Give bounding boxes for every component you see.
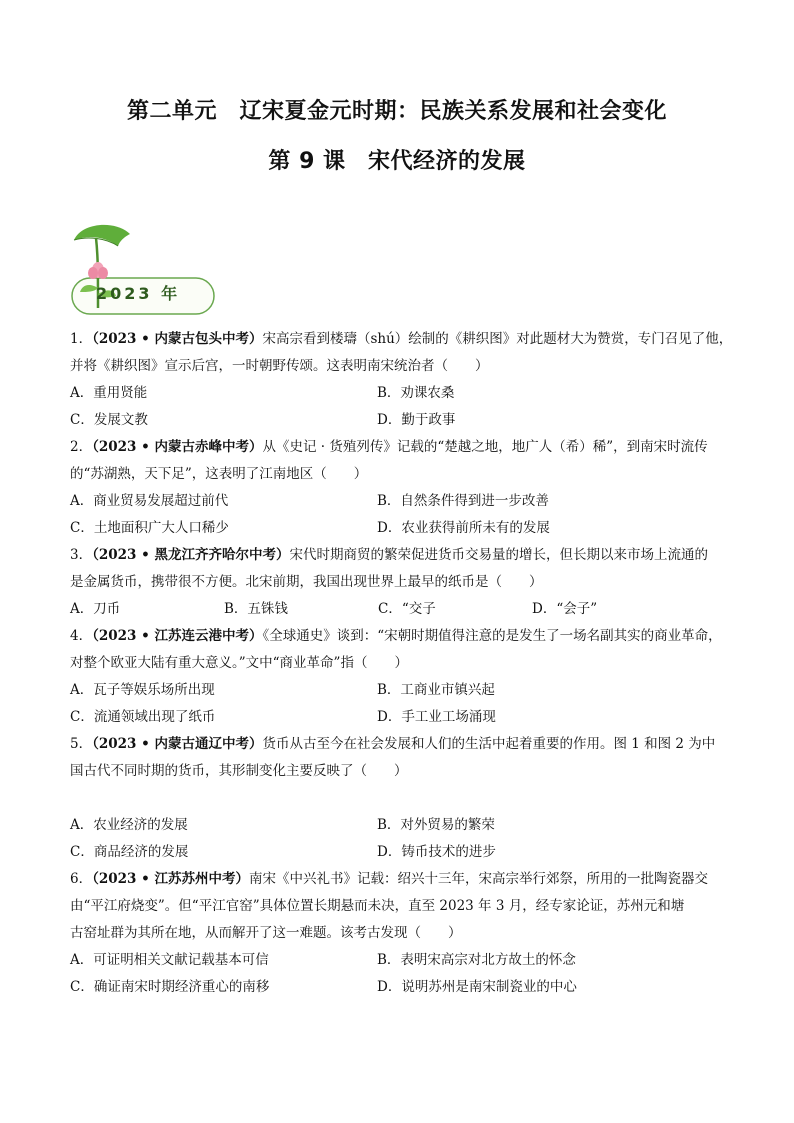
question-text: 并将《耕织图》宣示后宫，一时朝野传颂。这表明南宋统治者（ ） [70, 358, 489, 374]
question-text: 古窑址群为其所在地，从而解开了这一难题。该考古发现（ ） [70, 925, 462, 941]
question-list [70, 326, 733, 1001]
option-c[interactable]: C．土地面积广大人口稀少 [70, 520, 229, 536]
option-b[interactable]: B．自然条件得到进一步改善 [377, 493, 549, 509]
year-label: 2023 年 [96, 284, 181, 303]
option-a[interactable]: A．瓦子等娱乐场所出现 [70, 682, 215, 698]
option-a[interactable]: A．刀币 [70, 601, 121, 617]
question-text: 《全球通史》谈到：“宋朝时期值得注意的是发生了一场名副其实的商业革命， [262, 628, 722, 644]
question-source: （2023 • 江苏连云港中考） [92, 628, 263, 644]
option-d[interactable]: D．农业获得前所未有的发展 [377, 520, 550, 536]
question-4 [70, 623, 730, 731]
option-c[interactable]: C．发展文教 [70, 412, 148, 428]
question-text: 宋代时期商贸的繁荣促进货币交易量的增长，但长期以来市场上流通的 [289, 547, 708, 563]
question-source: （2023 • 黑龙江齐齐哈尔中考） [92, 547, 290, 563]
option-b[interactable]: B．表明宋高宗对北方故土的怀念 [377, 952, 576, 968]
option-b[interactable]: B．五铢钱 [224, 601, 288, 617]
question-number: 3． [70, 547, 93, 563]
option-d[interactable]: D．勤于政事 [377, 412, 456, 428]
question-2 [70, 434, 730, 542]
question-number: 2． [70, 439, 93, 455]
option-b[interactable]: B．工商业市镇兴起 [377, 682, 495, 698]
option-d[interactable]: D．铸币技术的进步 [377, 844, 496, 860]
question-source: （2023 • 内蒙古赤峰中考） [92, 439, 263, 455]
question-number: 4． [70, 628, 93, 644]
unit-title: 第二单元 辽宋夏金元时期：民族关系发展和社会变化 [126, 99, 667, 124]
question-source: （2023 • 江苏苏州中考） [92, 871, 249, 887]
question-3 [70, 542, 730, 623]
question-number: 5． [70, 736, 93, 752]
question-text: 的“苏湖熟，天下足”，这表明了江南地区（ ） [70, 466, 368, 482]
question-text: 从《史记 · 货殖列传》记载的“楚越之地，地广人（希）稀”，到南宋时流传 [262, 439, 708, 455]
figure-placeholder [70, 785, 730, 812]
question-text: 宋高宗看到楼璹（shú）绘制的《耕织图》对此题材大为赞赏，专门召见了他， [262, 331, 733, 347]
question-text: 货币从古至今在社会发展和人们的生活中起着重要的作用。图 1 和图 2 为中 [262, 736, 716, 752]
question-text: 对整个欧亚大陆有重大意义。”文中“商业革命”指（ ） [70, 655, 408, 671]
question-1 [70, 326, 733, 434]
question-5 [70, 731, 730, 866]
option-d[interactable]: D．“会子” [532, 601, 598, 617]
question-source: （2023 • 内蒙古通辽中考） [92, 736, 263, 752]
lesson-title: 第 9 课 宋代经济的发展 [268, 149, 526, 174]
question-number: 6． [70, 871, 93, 887]
option-c[interactable]: C．商品经济的发展 [70, 844, 189, 860]
question-text: 是金属货币，携带很不方便。北宋前期，我国出现世界上最早的纸币是（ ） [70, 574, 543, 590]
question-number: 1． [70, 331, 93, 347]
question-text: 国古代不同时期的货币，其形制变化主要反映了（ ） [70, 763, 408, 779]
question-text: 由“平江府烧变”。但“平江官窑”具体位置长期悬而未决，直至 2023 年 3 月，经专家论证，苏州元和塘 [70, 898, 685, 914]
option-a[interactable]: A．重用贤能 [70, 385, 148, 401]
option-a[interactable]: A．农业经济的发展 [70, 817, 188, 833]
option-a[interactable]: A．商业贸易发展超过前代 [70, 493, 229, 509]
option-d[interactable]: D．说明苏州是南宋制瓷业的中心 [377, 979, 577, 995]
option-b[interactable]: B．对外贸易的繁荣 [377, 817, 495, 833]
option-c[interactable]: C．“交子 [378, 601, 436, 617]
question-source: （2023 • 内蒙古包头中考） [92, 331, 263, 347]
option-c[interactable]: C．流通领域出现了纸币 [70, 709, 216, 725]
option-d[interactable]: D．手工业工场涌现 [377, 709, 496, 725]
option-b[interactable]: B．劝课农桑 [377, 385, 455, 401]
question-text: 南宋《中兴礼书》记载：绍兴十三年，宋高宗举行郊祭，所用的一批陶瓷器交 [248, 871, 708, 887]
option-c[interactable]: C．确证南宋时期经济重心的南移 [70, 979, 270, 995]
question-6 [70, 866, 730, 1001]
option-a[interactable]: A．可证明相关文献记载基本可信 [70, 952, 269, 968]
